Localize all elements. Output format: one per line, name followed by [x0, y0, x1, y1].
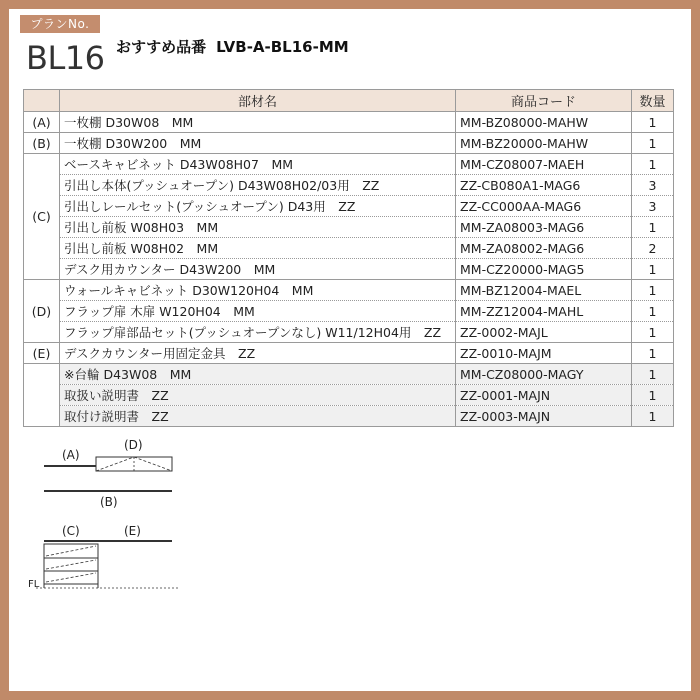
part-name-cell: フラップ扉 木扉 W120H04 MM [60, 301, 456, 322]
header-part-name: 部材名 [60, 90, 456, 112]
quantity-cell: 1 [632, 385, 674, 406]
product-code-cell: ZZ-CC000AA-MAG6 [456, 196, 632, 217]
quantity-cell: 2 [632, 238, 674, 259]
quantity-cell: 1 [632, 217, 674, 238]
quantity-cell: 1 [632, 406, 674, 427]
quantity-cell: 1 [632, 301, 674, 322]
part-name-cell: 引出しレールセット(プッシュオープン) D43用 ZZ [60, 196, 456, 217]
quantity-cell: 1 [632, 259, 674, 280]
part-name-cell: 取付け説明書 ZZ [60, 406, 456, 427]
product-code-cell: MM-CZ08000-MAGY [456, 364, 632, 385]
product-code-cell: MM-CZ20000-MAG5 [456, 259, 632, 280]
product-code-cell: ZZ-0003-MAJN [456, 406, 632, 427]
product-code-cell: MM-CZ08007-MAEH [456, 154, 632, 175]
part-name-cell: 取扱い説明書 ZZ [60, 385, 456, 406]
quantity-cell: 1 [632, 343, 674, 364]
part-name-cell: ベースキャビネット D43W08H07 MM [60, 154, 456, 175]
quantity-cell: 1 [632, 112, 674, 133]
part-name-cell: デスク用カウンター D43W200 MM [60, 259, 456, 280]
quantity-cell: 3 [632, 175, 674, 196]
product-code-cell: ZZ-0002-MAJL [456, 322, 632, 343]
diagram-label-c: (C) [62, 524, 80, 538]
group-label: (B) [24, 133, 60, 154]
quantity-cell: 1 [632, 133, 674, 154]
product-code-cell: MM-BZ20000-MAHW [456, 133, 632, 154]
recommend-label: おすすめ品番 [116, 38, 207, 56]
recommend-code: LVB-A-BL16-MM [216, 38, 349, 56]
quantity-cell: 1 [632, 280, 674, 301]
product-code-cell: ZZ-0001-MAJN [456, 385, 632, 406]
diagram-label-d: (D) [124, 438, 143, 452]
product-code-cell: MM-ZA08003-MAG6 [456, 217, 632, 238]
plan-number: BL16 [26, 39, 105, 77]
plan-view [44, 457, 172, 491]
header-quantity: 数量 [632, 90, 674, 112]
group-label: (D) [24, 280, 60, 343]
wall-cabinet-d [96, 457, 172, 471]
product-code-cell: MM-ZA08002-MAG6 [456, 238, 632, 259]
product-code-cell: MM-ZZ12004-MAHL [456, 301, 632, 322]
part-name-cell: ウォールキャビネット D30W120H04 MM [60, 280, 456, 301]
front-view [36, 541, 180, 588]
part-name-cell: 引出し本体(プッシュオープン) D43W08H02/03用 ZZ [60, 175, 456, 196]
part-name-cell: ※台輪 D43W08 MM [60, 364, 456, 385]
group-label: (C) [24, 154, 60, 280]
part-name-cell: 一枚棚 D30W08 MM [60, 112, 456, 133]
product-code-cell: MM-BZ08000-MAHW [456, 112, 632, 133]
quantity-cell: 3 [632, 196, 674, 217]
quantity-cell: 1 [632, 322, 674, 343]
diagram-label-fl: FL [28, 579, 40, 590]
part-name-cell: 一枚棚 D30W200 MM [60, 133, 456, 154]
quantity-cell: 1 [632, 364, 674, 385]
diagram-label-e: (E) [124, 524, 141, 538]
plan-badge: プランNo. [20, 15, 100, 33]
group-label: (A) [24, 112, 60, 133]
group-label: (E) [24, 343, 60, 364]
part-name-cell: デスクカウンター用固定金具 ZZ [60, 343, 456, 364]
diagram-label-b: (B) [100, 495, 118, 509]
part-name-cell: フラップ扉部品セット(プッシュオープンなし) W11/12H04用 ZZ [60, 322, 456, 343]
diagram-label-a: (A) [62, 448, 80, 462]
header-product-code: 商品コード [456, 90, 632, 112]
product-code-cell: ZZ-CB080A1-MAG6 [456, 175, 632, 196]
product-code-cell: MM-BZ12004-MAEL [456, 280, 632, 301]
base-cabinet-c [44, 544, 98, 584]
quantity-cell: 1 [632, 154, 674, 175]
part-name-cell: 引出し前板 W08H02 MM [60, 238, 456, 259]
product-code-cell: ZZ-0010-MAJM [456, 343, 632, 364]
part-name-cell: 引出し前板 W08H03 MM [60, 217, 456, 238]
